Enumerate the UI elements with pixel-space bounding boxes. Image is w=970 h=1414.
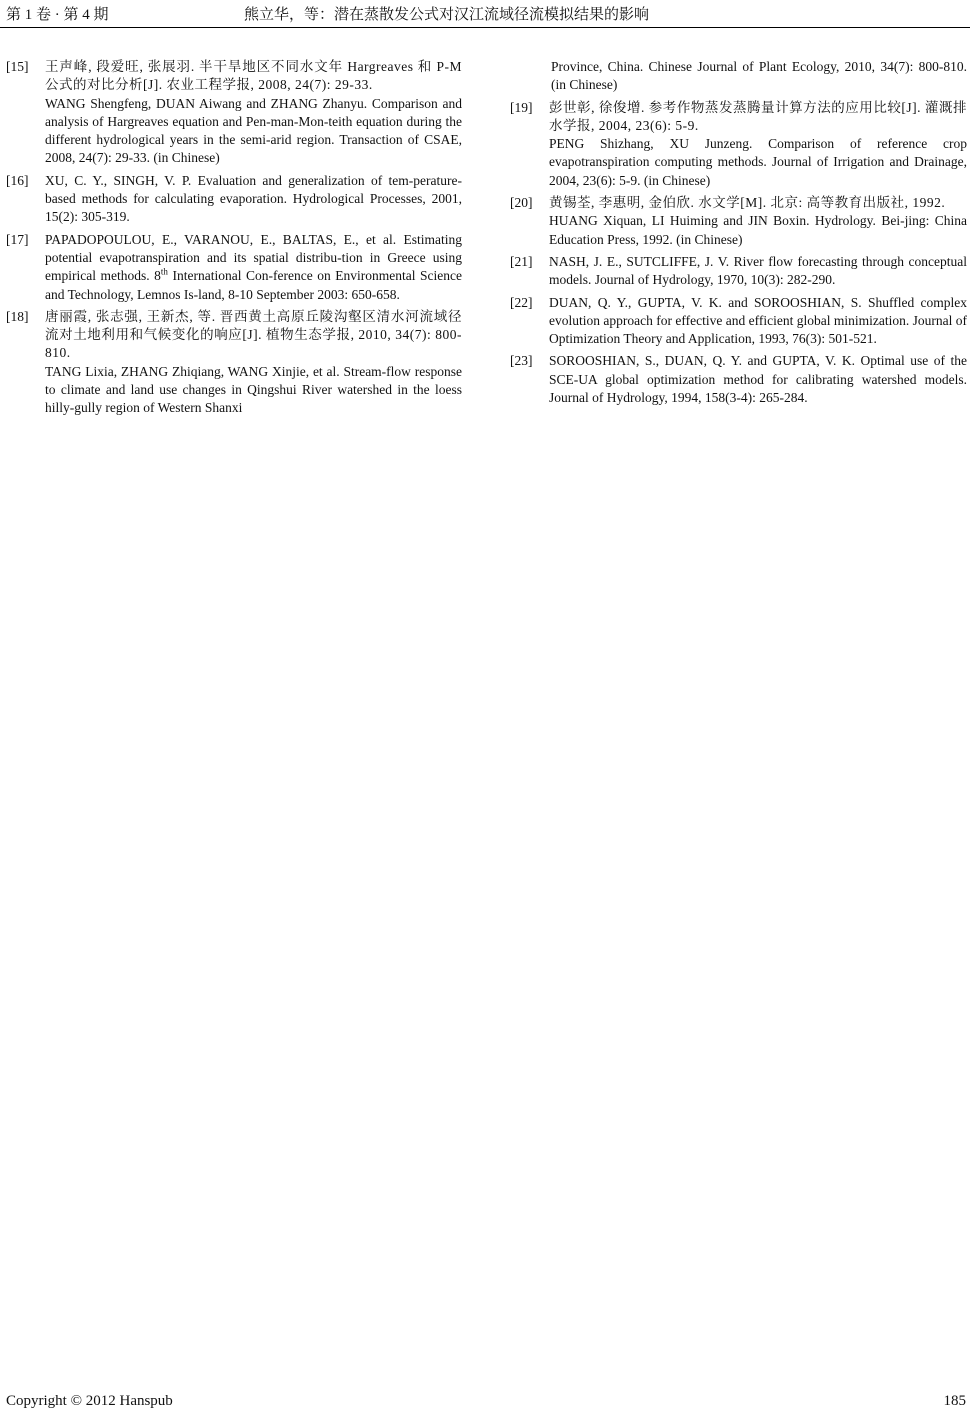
reference-22 [510,294,967,349]
reference-text: SOROOSHIAN, S., DUAN, Q. Y. and GUPTA, V. K. Optimal use of the SCE-UA global optimization method for calibrating watershed models. Journal of Hydrology, 1994, 158(3-4): 265-284. [549,353,967,406]
reference-text: XU, C. Y., SINGH, V. P. Evaluation and generalization of tem-perature-based methods for calculating evaporation. Hydrological Processes, 2001, 15(2): 305-319. [45,172,462,225]
reference-number: [22] [510,294,533,310]
reference-number: [15] [6,59,29,74]
reference-text: DUAN, Q. Y., GUPTA, V. K. and SOROOSHIAN, S. Shuffled complex evolution approach for effective and efficient global minimization. Journal of Optimization Theory and Application, 1993, 76(3): 501-521. [549,294,967,347]
reference-number: [20] [510,195,533,211]
reference-number: [19] [510,99,533,115]
running-header [0,0,970,28]
reference-23 [510,352,967,407]
reference-text-english: TANG Lixia, ZHANG Zhiqiang, WANG Xinjie, et al. Stream-flow response to climate and land use changes in Qingshui River watershed in the loess hilly-gully region of Western Shanxi [45,363,462,416]
reference-text-part: International Con-ference on Environmental Science and Technology, Lemnos Is-land, 8-10 September 2003: 650-658. [45,268,462,302]
reference-16 [6,172,462,227]
reference-18-continuation: Province, China. Chinese Journal of Plant Ecology, 2010, 34(7): 800-810. (in Chinese) [551,59,967,93]
reference-text-chinese: 王声峰, 段爱旺, 张展羽. 半干旱地区不同水文年 Hargreaves 和 P-M 公式的对比分析[J]. 农业工程学报, 2008, 24(7): 29-33. [45,59,462,93]
reference-21 [510,253,967,290]
reference-number: [17] [6,231,29,247]
reference-text-chinese: 黄锡荃, 李惠明, 金伯欣. 水文学[M]. 北京: 高等教育出版社, 1992. [549,195,946,211]
journal-volume-issue: 第 1 卷 · 第 4 期 [6,7,109,23]
running-title: 熊立华，等：潜在蒸散发公式对汉江流域径流模拟结果的影响 [244,7,650,23]
reference-number: [23] [510,353,533,369]
right-column [510,58,967,411]
reference-number: [18] [6,308,29,324]
reference-text-english: WANG Shengfeng, DUAN Aiwang and ZHANG Zhanyu. Comparison and analysis of Hargreaves equation and Pen-man-Mon-teith equation during the different hydrological years in the semi-arid region. Transaction of CSAE, 2008, 24(7): 29-33. (in Chinese) [45,95,462,166]
reference-15 [6,58,462,168]
reference-17 [6,231,462,304]
reference-19 [510,99,967,190]
reference-text-english: HUANG Xiquan, LI Huiming and JIN Boxin. Hydrology. Bei-jing: China Education Press, 1992. (in Chinese) [549,213,967,247]
reference-number: [21] [510,253,533,269]
reference-text: NASH, J. E., SUTCLIFFE, J. V. River flow forecasting through conceptual models. Journal of Hydrology, 1970, 10(3): 282-290. [549,253,967,288]
ordinal-superscript: th [160,266,168,277]
page-number: 185 [943,1393,966,1409]
copyright-notice: Copyright © 2012 Hanspub [6,1393,173,1409]
reference-20 [510,194,967,249]
reference-text-part: PAPADOPOULOU, E., VARANOU, E., BALTAS, E., et al. Estimating potential evapotranspiration and its spatial distribu-tion in Greece using empirical methods. 8 [45,231,462,284]
reference-text-chinese: 彭世彰, 徐俊增. 参考作物蒸发蒸腾量计算方法的应用比较[J]. 灌溉排水学报, 2004, 23(6): 5-9. [549,99,967,133]
reference-text-chinese: 唐丽霞, 张志强, 王新杰, 等. 晋西黄土高原丘陵沟壑区清水河流域径流对土地利用和气候变化的响应[J]. 植物生态学报, 2010, 34(7): 800-810. [45,308,462,361]
left-column [6,58,462,422]
reference-number: [16] [6,172,29,188]
reference-text-english: PENG Shizhang, XU Junzeng. Comparison of reference crop evapotranspiration computing methods. Journal of Irrigation and Drainage, 2004, 23(6): 5-9. (in Chinese) [549,136,967,188]
reference-text [45,231,462,304]
reference-18 [6,308,462,418]
